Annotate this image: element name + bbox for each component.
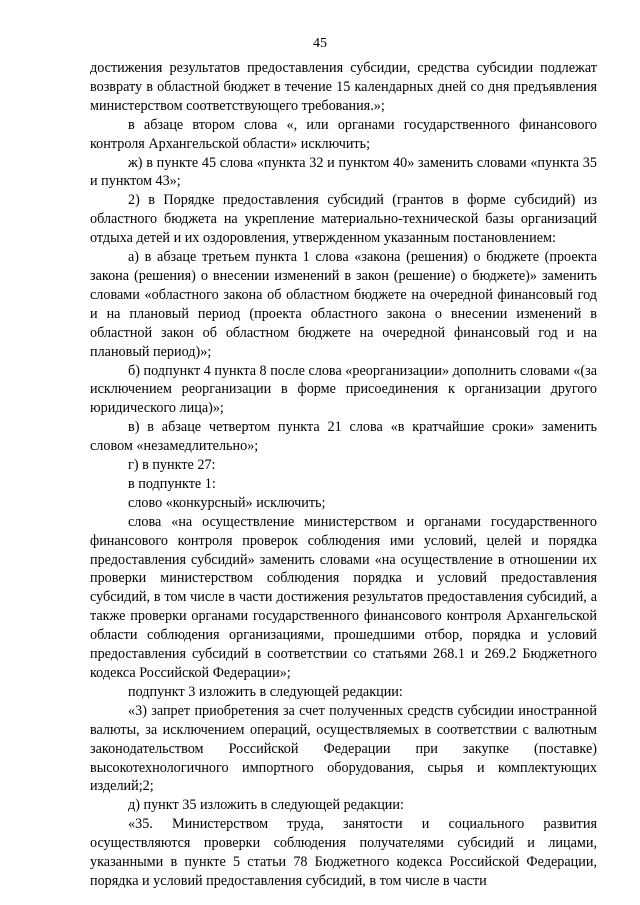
paragraph: ж) в пункте 45 слова «пункта 32 и пунктом 40» заменить словами «пункта 35 и пунктом 43»; <box>90 154 597 190</box>
paragraph: подпункт 3 изложить в следующей редакции: <box>128 683 403 700</box>
paragraph: достижения результатов предоставления субсидии, средства субсидии подлежат возврату в областной бюджет в течение 15 календарных дней со дня предъявления министерством соответствующего требования.»; <box>90 60 597 114</box>
paragraph: 2) в Порядке предоставления субсидий (грантов в форме субсидий) из областного бюджета на укрепление материально-технической базы организаций отдыха детей и их оздоровления, утвержденном указанным постановлением: <box>90 192 597 247</box>
paragraph: в) в абзаце четвертом пункта 21 слова «в кратчайшие сроки» заменить словом «незамедлительно»; <box>90 419 597 455</box>
paragraph: а) в абзаце третьем пункта 1 слова «закона (решения) о бюджете (проекта закона (решения) о внесении изменений в закон (решение) о бюджете)» заменить словами «областного закона об областном бюджете на очередной финансовый год и на плановый период (проекта областного закона о внесении изменений в областной закон об областном бюджете на очередной финансовый год и на плановый период)»; <box>90 249 597 360</box>
paragraph: «3) запрет приобретения за счет полученных средств субсидии иностранной валюты, за исключением операций, осуществляемых в соответствии с валютным законодательством Российской Федерации при закупке (поставке) высокотехнологичного импортного оборудования, сырья и комплектующих изделий;2; <box>90 702 597 795</box>
paragraph: в подпункте 1: <box>128 475 216 492</box>
paragraph: д) пункт 35 изложить в следующей редакции: <box>128 797 404 814</box>
page-number: 45 <box>313 36 327 51</box>
paragraph: б) подпункт 4 пункта 8 после слова «реорганизации» дополнить словами «(за исключением реорганизации в форме присоединения к организации другого юридического лица)»; <box>90 362 597 417</box>
paragraph: в абзаце втором слова «, или органами государственного финансового контроля Архангельской области» исключить; <box>90 116 597 152</box>
paragraph: слова «на осуществление министерством и органами государственного финансового контроля проверок соблюдения ими условий, целей и порядка предоставления субсидий» заменить словами «на осуществление в отношении их проверки министерством соблюдения порядка и условий предоставления субсидий, в том числе в части достижения результатов предоставления субсидий, а также проверки органами государственного финансового контроля Архангельской области соблюдения организациями, прошедшими отбор, порядка и условий предоставления субсидий в соответствии со статьями 268.1 и 269.2 Бюджетного кодекса Российской Федерации»; <box>90 513 597 681</box>
paragraph: «35. Министерством труда, занятости и социального развития осуществляются проверки соблюдения получателями субсидий и лицами, указанными в пункте 5 статьи 78 Бюджетного кодекса Российской Федерации, порядка и условий предоставления субсидий, в том числе в части <box>90 816 597 889</box>
document-body <box>90 59 597 891</box>
paragraph: г) в пункте 27: <box>128 457 216 474</box>
paragraph: слово «конкурсный» исключить; <box>128 494 326 511</box>
